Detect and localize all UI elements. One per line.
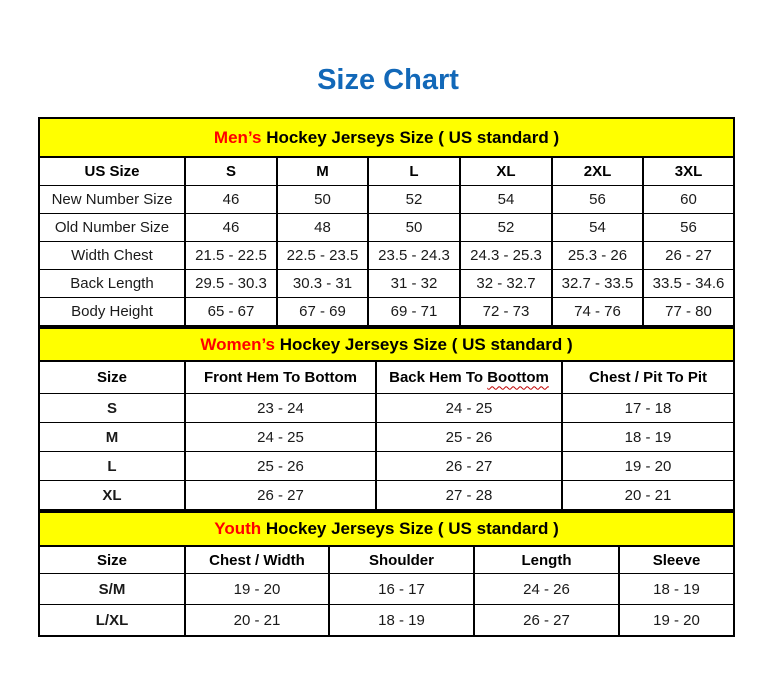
size-value: 60 (643, 186, 734, 214)
youth-size-table (38, 511, 735, 637)
size-value: 74 - 76 (552, 298, 643, 327)
table-row (39, 605, 734, 637)
size-value: 23.5 - 24.3 (368, 242, 460, 270)
size-value: 52 (460, 214, 552, 242)
size-value: 22.5 - 23.5 (277, 242, 368, 270)
size-value: 23 - 24 (185, 394, 376, 423)
size-value: 19 - 20 (185, 574, 329, 605)
column-header: Chest / Pit To Pit (562, 361, 734, 394)
column-header-row (39, 361, 734, 394)
section-banner-text: Hockey Jerseys Size ( US standard ) (275, 334, 573, 354)
row-label: Back Length (39, 270, 185, 298)
row-label: S/M (39, 574, 185, 605)
size-value: 20 - 21 (185, 605, 329, 637)
section-banner-highlight: Women’s (200, 334, 275, 354)
size-value: 26 - 27 (376, 452, 562, 481)
row-label: S (39, 394, 185, 423)
column-header: Size (39, 361, 185, 394)
column-header: Size (39, 546, 185, 574)
size-value: 26 - 27 (185, 481, 376, 511)
mens-size-table (38, 117, 735, 327)
size-value: 46 (185, 214, 277, 242)
column-header: XL (460, 157, 552, 186)
table-row (39, 394, 734, 423)
size-value: 54 (460, 186, 552, 214)
table-row (39, 574, 734, 605)
column-header: Shoulder (329, 546, 474, 574)
size-value: 21.5 - 22.5 (185, 242, 277, 270)
size-value: 48 (277, 214, 368, 242)
size-value: 67 - 69 (277, 298, 368, 327)
column-header: Front Hem To Bottom (185, 361, 376, 394)
table-row (39, 452, 734, 481)
size-value: 26 - 27 (474, 605, 619, 637)
row-label: L/XL (39, 605, 185, 637)
size-value: 31 - 32 (368, 270, 460, 298)
size-value: 19 - 20 (562, 452, 734, 481)
size-value: 20 - 21 (562, 481, 734, 511)
size-value: 65 - 67 (185, 298, 277, 327)
table-row (39, 270, 734, 298)
column-header: Chest / Width (185, 546, 329, 574)
table-row (39, 423, 734, 452)
size-value: 46 (185, 186, 277, 214)
section-banner-row (39, 328, 734, 361)
size-tables (38, 117, 733, 637)
table-row (39, 242, 734, 270)
size-value: 52 (368, 186, 460, 214)
size-value: 50 (368, 214, 460, 242)
size-value: 24 - 25 (376, 394, 562, 423)
page-title: Size Chart (317, 64, 459, 96)
column-header-row (39, 157, 734, 186)
row-label: New Number Size (39, 186, 185, 214)
section-banner (39, 118, 734, 157)
womens-size-table (38, 327, 735, 511)
size-value: 32 - 32.7 (460, 270, 552, 298)
size-value: 56 (643, 214, 734, 242)
size-value: 24 - 25 (185, 423, 376, 452)
row-label: XL (39, 481, 185, 511)
size-value: 77 - 80 (643, 298, 734, 327)
column-header: 3XL (643, 157, 734, 186)
size-value: 27 - 28 (376, 481, 562, 511)
section-banner-text: Hockey Jerseys Size ( US standard ) (261, 127, 560, 147)
size-value: 32.7 - 33.5 (552, 270, 643, 298)
column-header: US Size (39, 157, 185, 186)
section-banner-row (39, 512, 734, 546)
size-value: 25.3 - 26 (552, 242, 643, 270)
column-header: 2XL (552, 157, 643, 186)
size-value: 25 - 26 (376, 423, 562, 452)
table-row (39, 481, 734, 511)
table-row (39, 298, 734, 327)
section-banner-row (39, 118, 734, 157)
column-header-text: Back Hem To (389, 369, 488, 387)
size-value: 24.3 - 25.3 (460, 242, 552, 270)
size-value: 18 - 19 (562, 423, 734, 452)
size-value: 54 (552, 214, 643, 242)
section-banner (39, 328, 734, 361)
row-label: Old Number Size (39, 214, 185, 242)
row-label: Body Height (39, 298, 185, 327)
column-header: M (277, 157, 368, 186)
misspelled-word: Boottom (487, 369, 549, 387)
size-value: 18 - 19 (619, 574, 734, 605)
size-value: 72 - 73 (460, 298, 552, 327)
size-value: 50 (277, 186, 368, 214)
row-label: Width Chest (39, 242, 185, 270)
size-value: 33.5 - 34.6 (643, 270, 734, 298)
size-value: 17 - 18 (562, 394, 734, 423)
size-value: 56 (552, 186, 643, 214)
size-value: 69 - 71 (368, 298, 460, 327)
section-banner-text: Hockey Jerseys Size ( US standard ) (261, 519, 559, 539)
size-value: 26 - 27 (643, 242, 734, 270)
column-header: Length (474, 546, 619, 574)
column-header: L (368, 157, 460, 186)
size-value: 25 - 26 (185, 452, 376, 481)
section-banner-highlight: Youth (214, 519, 262, 539)
column-header: S (185, 157, 277, 186)
size-value: 24 - 26 (474, 574, 619, 605)
section-banner-highlight: Men’s (213, 127, 262, 147)
column-header (376, 361, 562, 394)
section-banner (39, 512, 734, 546)
row-label: M (39, 423, 185, 452)
size-value: 16 - 17 (329, 574, 474, 605)
table-row (39, 186, 734, 214)
size-value: 29.5 - 30.3 (185, 270, 277, 298)
row-label: L (39, 452, 185, 481)
size-value: 19 - 20 (619, 605, 734, 637)
column-header: Sleeve (619, 546, 734, 574)
table-row (39, 214, 734, 242)
column-header-row (39, 546, 734, 574)
size-value: 30.3 - 31 (277, 270, 368, 298)
size-value: 18 - 19 (329, 605, 474, 637)
